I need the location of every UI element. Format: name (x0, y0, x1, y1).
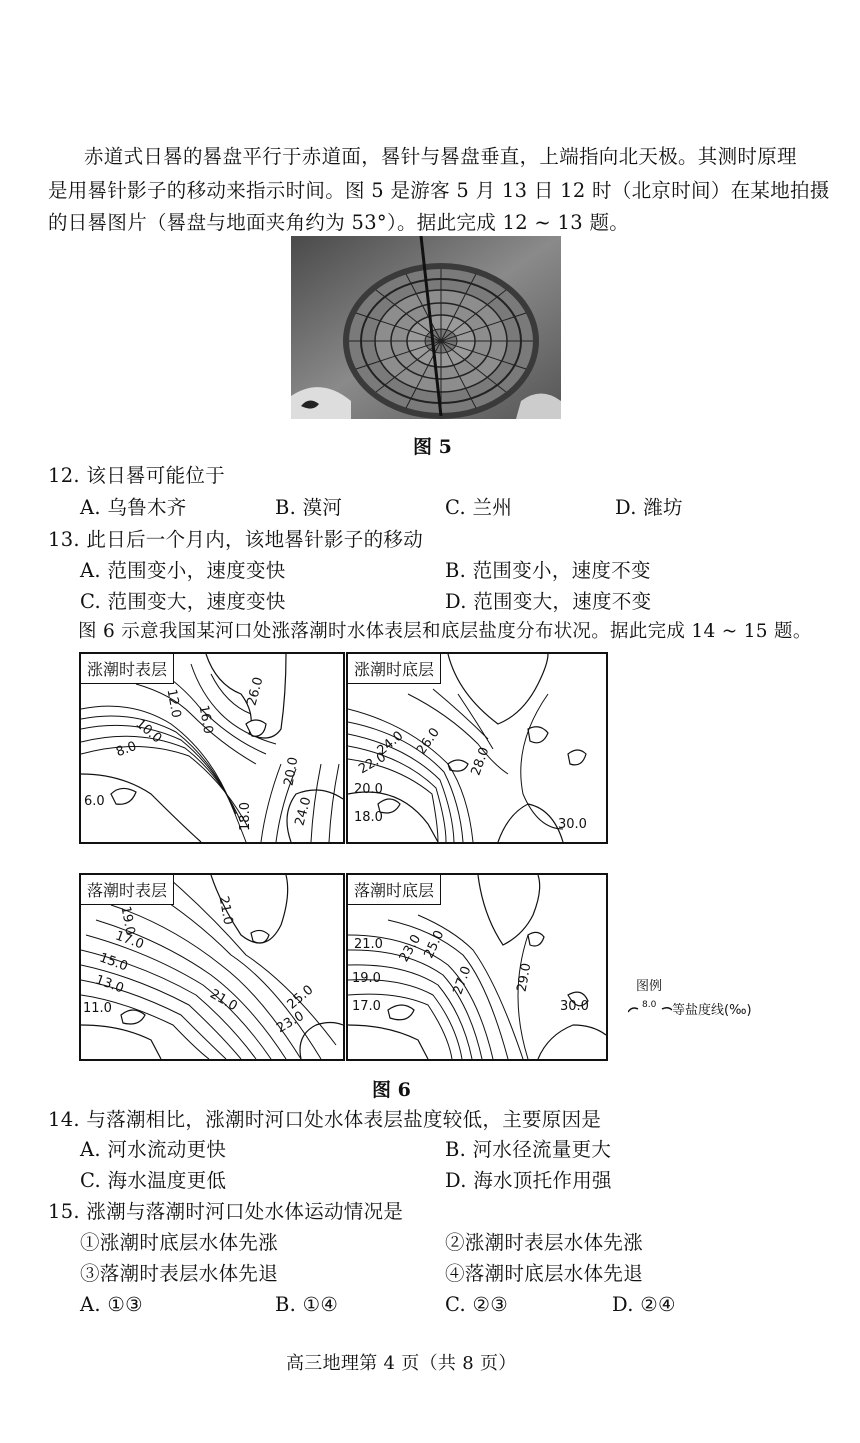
isohaline-label: 18.0 (354, 810, 383, 825)
q13-option-a[interactable]: A. 范围变小，速度变快 (80, 559, 286, 582)
isohaline-label: 18.0 (237, 802, 253, 831)
isohaline-label: 22.0 (356, 749, 389, 778)
q15-statement-3: ③落潮时表层水体先退 (80, 1262, 279, 1285)
map-ebb-bottom (346, 873, 608, 1061)
isohaline-label: 10.0 (132, 716, 165, 747)
q12-stem: 12. 该日晷可能位于 (48, 464, 226, 487)
fig6-caption: 图 6 (372, 1079, 411, 1101)
isohaline-label: 21.0 (207, 986, 240, 1015)
map-ebb-surface (79, 873, 345, 1061)
q15-option-d[interactable]: D. ②④ (612, 1293, 676, 1316)
q15-statement-2: ②涨潮时表层水体先涨 (445, 1231, 644, 1254)
intro-line-3: 的日晷图片（晷盘与地面夹角约为 53°）。据此完成 12 ~ 13 题。 (48, 211, 630, 234)
isohaline-label: 16.0 (195, 703, 216, 736)
fig5-caption: 图 5 (413, 436, 452, 458)
isohaline-label: 6.0 (84, 794, 105, 809)
isohaline-label: 25.0 (421, 928, 448, 961)
map-title: 落潮时底层 (348, 875, 441, 905)
q13-option-c[interactable]: C. 范围变大，速度变快 (80, 590, 286, 613)
isohaline-label: 26.0 (414, 725, 443, 758)
isohaline-label: 25.0 (284, 982, 317, 1013)
legend-sample: 8.0 (642, 1000, 657, 1010)
map-title: 涨潮时底层 (348, 654, 441, 684)
q12-option-c[interactable]: C. 兰州 (445, 496, 513, 519)
isohaline-label: 20.0 (354, 782, 383, 797)
isohaline-label: 24.0 (374, 728, 407, 759)
q13-option-d[interactable]: D. 范围变大，速度不变 (445, 590, 652, 613)
sundial-photo (291, 236, 561, 419)
intro-2: 图 6 示意我国某河口处涨落潮时水体表层和底层盐度分布状况。据此完成 14 ~ 15 题。 (78, 621, 812, 642)
legend-text: 等盐度线(‰) (672, 1003, 752, 1018)
legend-title: 图例 (636, 979, 663, 994)
q14-option-b[interactable]: B. 河水径流量更大 (445, 1138, 612, 1161)
isohaline-label: 17.0 (352, 999, 381, 1014)
isohaline-label: 30.0 (560, 999, 589, 1014)
map-title: 落潮时表层 (81, 875, 174, 905)
intro-line-1: 赤道式日晷的晷盘平行于赤道面，晷针与晷盘垂直，上端指向北天极。其测时原理 (84, 145, 797, 168)
isohaline-label: 21.0 (354, 937, 383, 952)
q12-option-a[interactable]: A. 乌鲁木齐 (80, 496, 187, 519)
isohaline-label: 26.0 (244, 675, 267, 708)
intro-line-2: 是用晷针影子的移动来指示时间。图 5 是游客 5 月 13 日 12 时（北京时间）在某地拍摄 (48, 179, 830, 202)
legend (628, 999, 752, 1018)
map-title: 涨潮时表层 (81, 654, 174, 684)
isohaline-label: 24.0 (292, 795, 315, 828)
isohaline-label: 19.0 (352, 971, 381, 986)
q12-option-b[interactable]: B. 漠河 (275, 496, 343, 519)
isohaline-label: 30.0 (558, 817, 587, 832)
q15-statement-4: ④落潮时底层水体先退 (445, 1262, 644, 1285)
q15-option-c[interactable]: C. ②③ (445, 1293, 509, 1316)
isohaline-label: 19.0 (117, 904, 138, 937)
isohaline-label: 29.0 (514, 961, 535, 994)
q12-option-d[interactable]: D. 潍坊 (615, 496, 683, 519)
q15-option-b[interactable]: B. ①④ (275, 1293, 339, 1316)
page-footer: 高三地理第 4 页（共 8 页） (286, 1353, 517, 1374)
isohaline-label: 27.0 (450, 964, 475, 997)
isohaline-label: 15.0 (97, 950, 130, 975)
map-flood-surface (79, 652, 345, 844)
isohaline-label: 12.0 (163, 687, 184, 720)
q13-stem: 13. 此日后一个月内，该地晷针影子的移动 (48, 528, 424, 551)
q15-statement-1: ①涨潮时底层水体先涨 (80, 1231, 279, 1254)
isohaline-label: 11.0 (83, 1001, 112, 1016)
q13-option-b[interactable]: B. 范围变小，速度不变 (445, 559, 651, 582)
isohaline-label: 23.0 (274, 1008, 307, 1037)
isohaline-label: 28.0 (468, 745, 493, 778)
isohaline-label: 21.0 (215, 894, 236, 927)
q14-option-c[interactable]: C. 海水温度更低 (80, 1169, 227, 1192)
isohaline-label: 20.0 (281, 755, 302, 788)
q15-stem: 15. 涨潮与落潮时河口处水体运动情况是 (48, 1200, 404, 1223)
q14-option-a[interactable]: A. 河水流动更快 (80, 1138, 227, 1161)
q15-option-a[interactable]: A. ①③ (80, 1293, 143, 1316)
q14-option-d[interactable]: D. 海水顶托作用强 (445, 1169, 612, 1192)
isohaline-label: 8.0 (114, 738, 139, 761)
isohaline-label: 13.0 (93, 972, 126, 997)
isohaline-label: 17.0 (113, 928, 146, 953)
q14-stem: 14. 与落潮相比，涨潮时河口处水体表层盐度较低，主要原因是 (48, 1108, 602, 1131)
map-flood-bottom (346, 652, 608, 844)
isohaline-label: 23.0 (396, 932, 425, 965)
